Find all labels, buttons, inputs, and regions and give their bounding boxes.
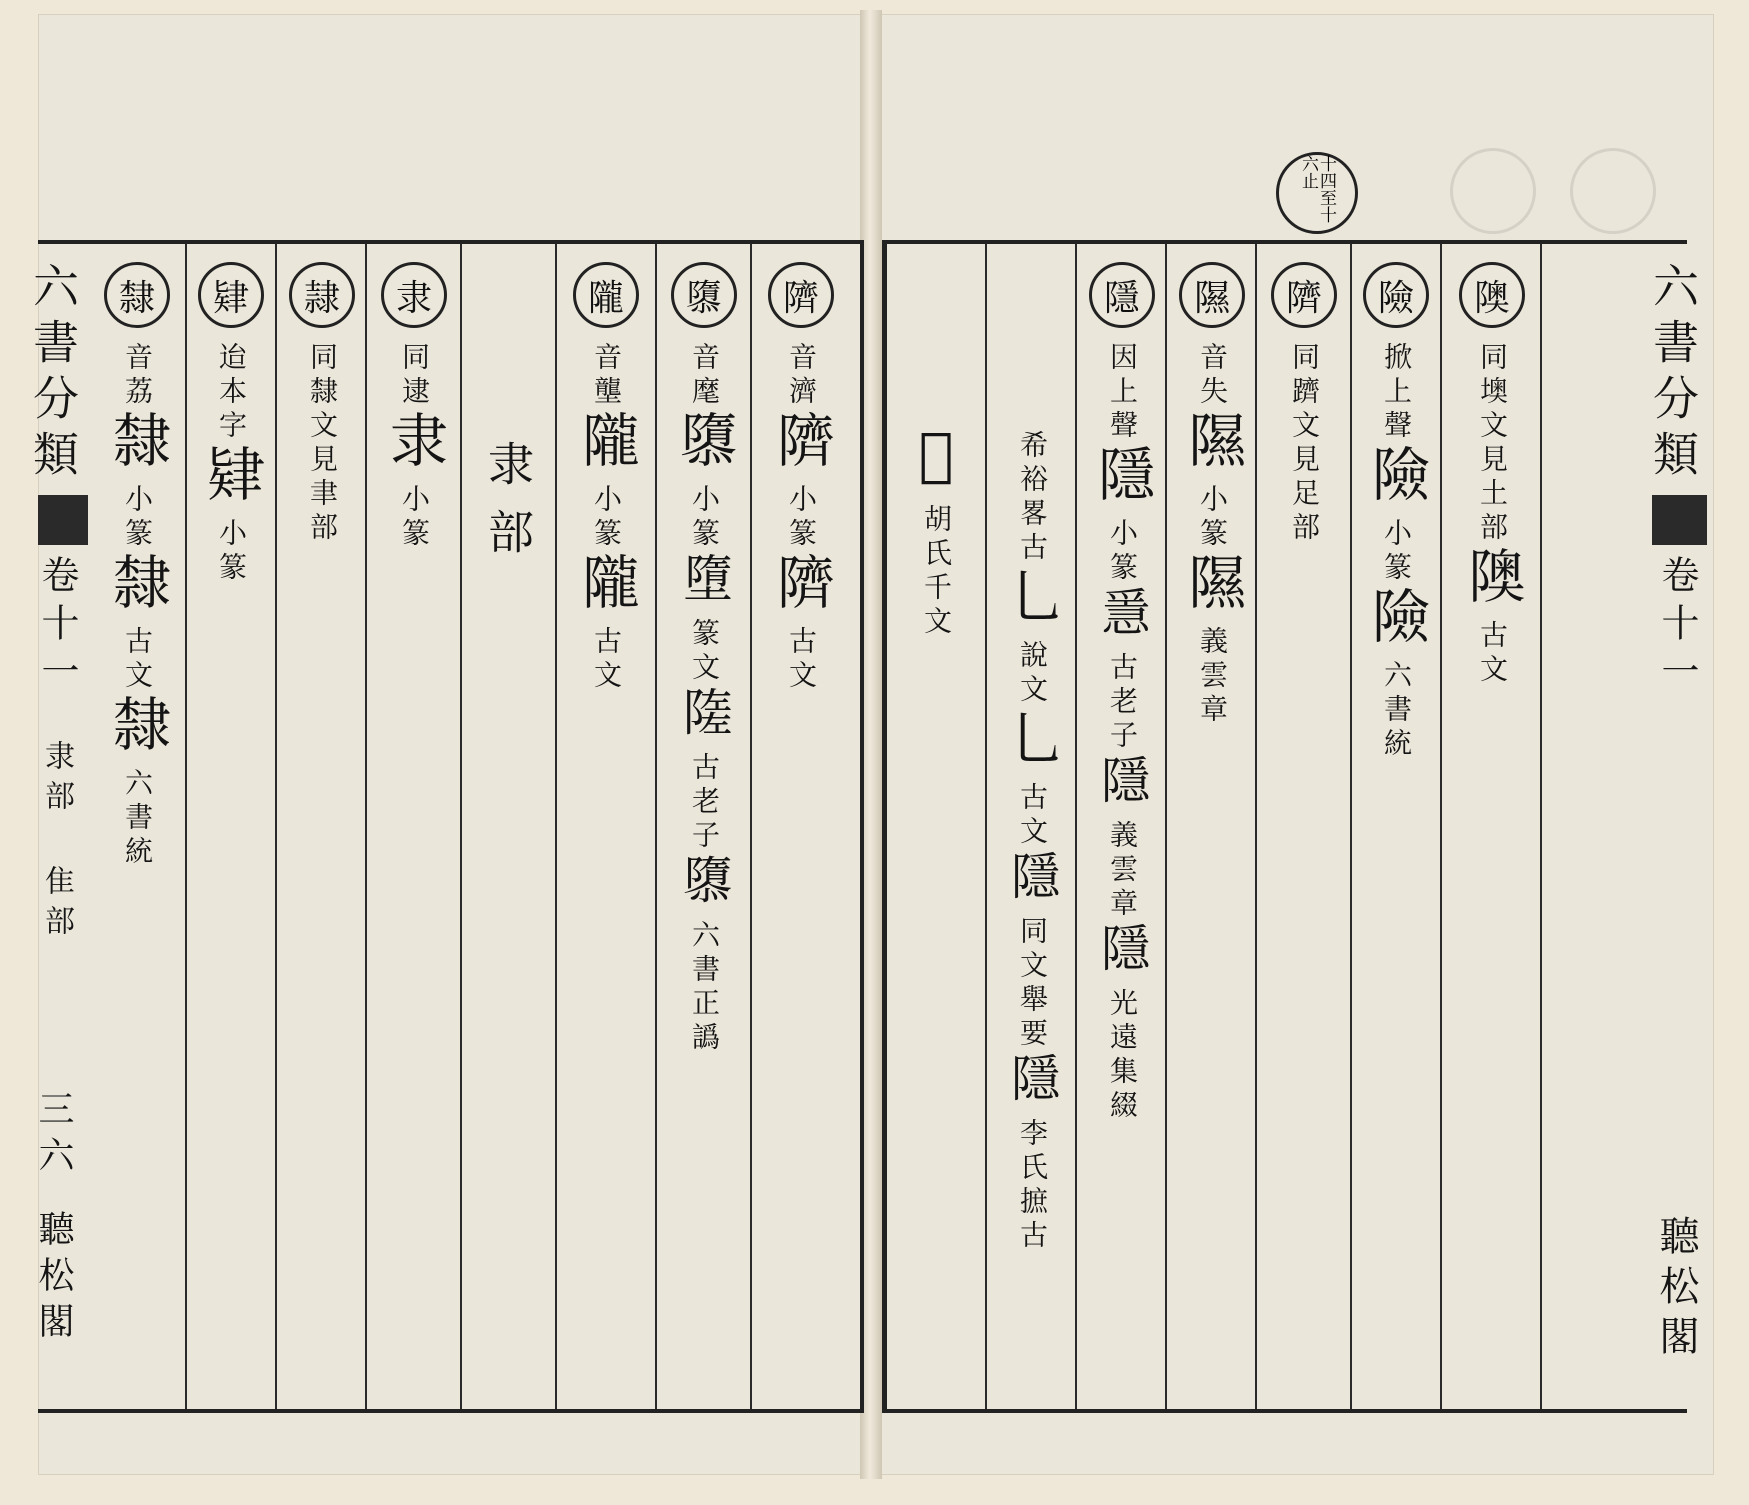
head-character: 隱 — [1089, 262, 1155, 328]
left-fishtail — [38, 495, 88, 545]
column-rule — [750, 244, 752, 1409]
entry-note: 音麾 — [688, 342, 721, 410]
entry-note: 因上聲 — [1106, 342, 1139, 444]
entry-column — [1170, 262, 1254, 728]
column-rule — [275, 244, 277, 1409]
entry-note: 音濟 — [785, 342, 818, 410]
seal-form: 隓 — [675, 686, 733, 752]
form-label: 義雲章 — [1106, 820, 1139, 922]
column-rule — [1350, 244, 1352, 1409]
form-label: 小篆 — [1106, 518, 1139, 586]
folio-stamp — [1276, 152, 1358, 234]
seal-form: 隶 — [380, 410, 448, 484]
folio-stamp-text: 十四至十六止 — [1298, 155, 1336, 223]
seal-form: 隱 — [1093, 922, 1151, 988]
left-volume: 卷十一 — [35, 555, 79, 699]
column-rule — [1165, 244, 1167, 1409]
entry-note: 希裕畧古 — [1016, 430, 1049, 566]
form-label: 李氏摭古 — [1016, 1118, 1049, 1254]
seal-form: 隱 — [1088, 444, 1156, 518]
head-character: 隷 — [289, 262, 355, 328]
form-label: 古老子 — [688, 752, 721, 854]
entry-note: 同躋文見足部 — [1288, 342, 1321, 546]
entry-note: 同墺文見土部 — [1476, 342, 1509, 546]
column-rule — [1440, 244, 1442, 1409]
form-label: 小篆 — [1196, 484, 1229, 552]
left-bottom-mark: 聽松閣 — [33, 1210, 74, 1348]
entry-column — [370, 262, 458, 552]
seal-form: 𨼆 — [902, 420, 970, 504]
entry-column — [1080, 262, 1164, 1124]
entry-note: 音失 — [1196, 342, 1229, 410]
seal-form: 隱 — [1003, 1052, 1061, 1118]
head-character: 隮 — [768, 262, 834, 328]
column-rule — [1540, 244, 1542, 1409]
head-character: 隮 — [1271, 262, 1337, 328]
seal-form: 肄 — [197, 444, 265, 518]
left-page-number: 三六 — [33, 1090, 74, 1182]
seal-form: 隮 — [767, 410, 835, 484]
entry-column — [658, 262, 750, 1056]
column-rule — [1255, 244, 1257, 1409]
form-label: 小篆 — [590, 484, 623, 552]
seal-form: 墮 — [675, 552, 733, 618]
entry-column — [990, 430, 1074, 1254]
left-section: 隶部 隹部 — [39, 740, 74, 945]
head-character: 肄 — [198, 262, 264, 328]
seal-form: 險 — [1362, 586, 1430, 660]
right-fishtail — [1652, 495, 1707, 545]
radical-heading-column — [463, 440, 553, 576]
column-rule — [555, 244, 557, 1409]
seal-form: 隩 — [1458, 546, 1526, 620]
right-margin-title: 六書分類 — [1646, 262, 1700, 486]
entry-column — [1260, 262, 1348, 546]
form-label: 小篆 — [785, 484, 818, 552]
radical-heading: 隶部 — [481, 440, 535, 576]
entry-note: 同逮 — [398, 342, 431, 410]
entry-note: 音壟 — [590, 342, 623, 410]
head-character: 隶 — [381, 262, 447, 328]
seal-form: 隴 — [572, 552, 640, 626]
form-label: 小篆 — [215, 518, 248, 586]
form-label: 小篆 — [398, 484, 431, 552]
entry-column — [755, 262, 847, 694]
head-character: 隳 — [671, 262, 737, 328]
seal-form: 隱 — [1003, 850, 1061, 916]
form-label: 義雲章 — [1196, 626, 1229, 728]
entry-column — [92, 262, 182, 870]
seal-form: 乚 — [998, 708, 1066, 782]
seal-form: 隸 — [103, 552, 171, 626]
entry-column — [1446, 262, 1538, 688]
form-label: 古文 — [785, 626, 818, 694]
entry-column — [188, 262, 274, 586]
bleed-through-mark — [1570, 148, 1656, 234]
head-character: 隸 — [104, 262, 170, 328]
form-label: 六書統 — [121, 768, 154, 870]
form-label: 六書正譌 — [688, 920, 721, 1056]
form-label: 篆文 — [688, 618, 721, 686]
head-character: 隴 — [573, 262, 639, 328]
seal-form: 隸 — [103, 410, 171, 484]
seal-form: 乚 — [998, 566, 1066, 640]
form-label: 古文 — [1476, 620, 1509, 688]
column-rule — [1075, 244, 1077, 1409]
form-label: 古文 — [590, 626, 623, 694]
form-label: 古老子 — [1106, 652, 1139, 754]
seal-form: 㥯 — [1093, 586, 1151, 652]
form-label: 光遠集綴 — [1106, 988, 1139, 1124]
seal-form: 隰 — [1178, 410, 1246, 484]
column-rule — [185, 244, 187, 1409]
form-label: 胡氏千文 — [920, 504, 953, 640]
column-rule — [655, 244, 657, 1409]
head-character: 險 — [1363, 262, 1429, 328]
entry-column — [1354, 262, 1438, 762]
head-character: 隩 — [1459, 262, 1525, 328]
bleed-through-mark — [1450, 148, 1536, 234]
seal-form: 隮 — [767, 552, 835, 626]
entry-column — [279, 262, 365, 546]
form-label: 六書統 — [1380, 660, 1413, 762]
left-margin-title: 六書分類 — [26, 262, 80, 486]
entry-note: 掀上聲 — [1380, 342, 1413, 444]
column-rule — [985, 244, 987, 1409]
seal-form: 隱 — [1093, 754, 1151, 820]
seal-form: 險 — [1362, 444, 1430, 518]
column-rule — [460, 244, 462, 1409]
entry-column — [560, 262, 652, 694]
form-label: 小篆 — [121, 484, 154, 552]
entry-note: 迨本字 — [215, 342, 248, 444]
seal-form: 隳 — [675, 854, 733, 920]
seal-form: 隰 — [1178, 552, 1246, 626]
seal-form: 隴 — [572, 410, 640, 484]
form-label: 古文 — [1016, 782, 1049, 850]
seal-form: 隸 — [103, 694, 171, 768]
seal-form: 隳 — [670, 410, 738, 484]
right-bottom-mark: 聽松閣 — [1653, 1215, 1699, 1365]
form-label: 說文 — [1016, 640, 1049, 708]
entry-note: 音荔 — [121, 342, 154, 410]
column-rule — [365, 244, 367, 1409]
entry-column — [890, 420, 982, 640]
form-label: 古文 — [121, 626, 154, 694]
form-label: 小篆 — [1380, 518, 1413, 586]
form-label: 小篆 — [688, 484, 721, 552]
entry-note: 同隸文見聿部 — [306, 342, 339, 546]
form-label: 同文舉要 — [1016, 916, 1049, 1052]
right-volume: 卷十一 — [1655, 555, 1699, 699]
head-character: 隰 — [1179, 262, 1245, 328]
